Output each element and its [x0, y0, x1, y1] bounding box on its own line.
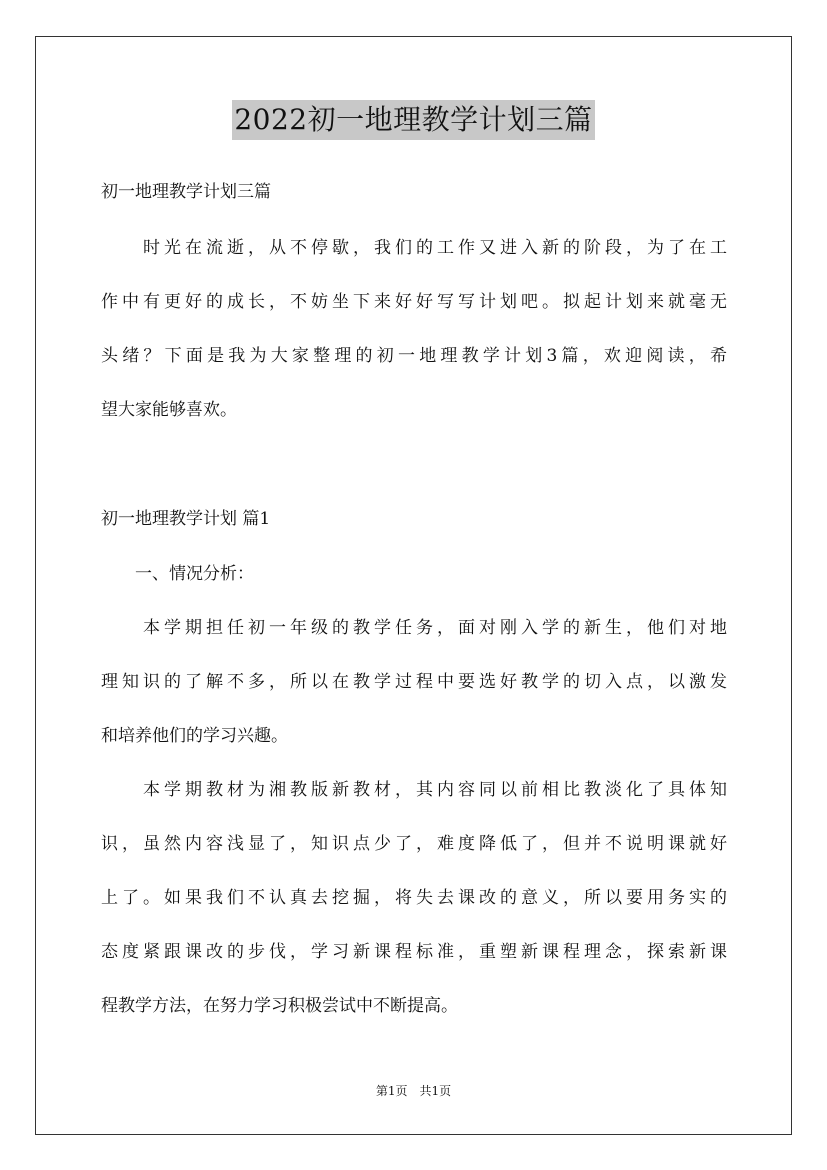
paragraph-line: 态度紧跟课改的步伐，学习新课程标准，重塑新课程理念，探索新课	[101, 942, 727, 962]
section-heading: 初一地理教学计划 篇1	[101, 509, 271, 529]
page-number-footer: 第1页 共1页	[375, 1084, 452, 1098]
title-container	[0, 100, 827, 140]
document-title: 2022初一地理教学计划三篇	[232, 100, 594, 140]
paragraph-line: 和培养他们的学习兴趣。	[101, 726, 288, 746]
paragraph-line: 本学期教材为湘教版新教材，其内容同以前相比教淡化了具体知	[101, 780, 727, 800]
paragraph-line: 上了。如果我们不认真去挖掘，将失去课改的意义，所以要用务实的	[101, 888, 727, 908]
intro-line: 时光在流逝，从不停歇，我们的工作又进入新的阶段，为了在工	[101, 238, 727, 258]
subtitle: 初一地理教学计划三篇	[101, 182, 271, 202]
paragraph-line: 理知识的了解不多，所以在教学过程中要选好教学的切入点，以激发	[101, 672, 727, 692]
subsection-heading: 一、情况分析：	[101, 564, 254, 584]
intro-line: 作中有更好的成长，不妨坐下来好好写写计划吧。拟起计划来就毫无	[101, 292, 727, 312]
intro-line: 望大家能够喜欢。	[101, 400, 237, 420]
paragraph-line: 识，虽然内容浅显了，知识点少了，难度降低了，但并不说明课就好	[101, 834, 727, 854]
paragraph-line: 程教学方法，在努力学习积极尝试中不断提高。	[101, 996, 458, 1016]
intro-line: 头绪？下面是我为大家整理的初一地理教学计划3篇，欢迎阅读，希	[101, 346, 727, 366]
paragraph-line: 本学期担任初一年级的教学任务，面对刚入学的新生，他们对地	[101, 618, 727, 638]
